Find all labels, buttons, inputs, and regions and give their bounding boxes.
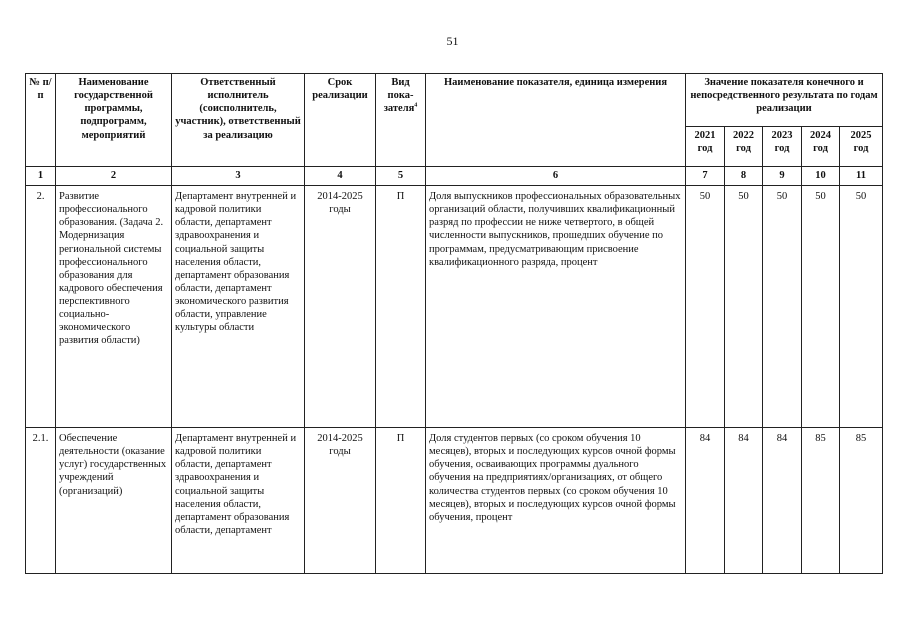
row-num: 2.1. — [26, 428, 56, 574]
indicator-table — [25, 73, 883, 574]
header-term: Срок реализации — [305, 74, 376, 167]
header-type-label: Вид пока-зателя — [383, 77, 415, 115]
header-program: Наименование государственной программы, подпрограмм, мероприятий — [56, 74, 172, 167]
header-year-2024: 2024 год — [802, 127, 840, 167]
header-type — [376, 74, 426, 167]
header-num: № п/п — [26, 74, 56, 167]
row-indicator: Доля выпускников профессиональных образовательных организаций области, получивших квалификационный разряд по профессии не ниже четвертого, в общей численности выпускников, прошедших обучение по программам, предусматривающим присвоение квалификационного разряда, процент — [426, 186, 686, 428]
row-num: 2. — [26, 186, 56, 428]
column-number: 11 — [840, 167, 883, 186]
row-term: 2014-2025 годы — [305, 186, 376, 428]
header-type-footnote: 4 — [414, 102, 418, 109]
table-row — [26, 428, 883, 574]
row-value-2025: 85 — [840, 428, 883, 574]
table-row — [26, 186, 883, 428]
column-number: 9 — [763, 167, 802, 186]
row-type: П — [376, 186, 426, 428]
row-executor: Департамент внутренней и кадровой политики области, департамент здравоохранения и социальной защиты населения области, департамент образования области, департамент экономического развития области, управление культуры области — [172, 186, 305, 428]
column-number: 10 — [802, 167, 840, 186]
header-executor: Ответственный исполнитель (соисполнитель, участник), ответственный за реализацию — [172, 74, 305, 167]
row-value-2022: 50 — [725, 186, 763, 428]
row-type: П — [376, 428, 426, 574]
column-number: 3 — [172, 167, 305, 186]
column-number: 7 — [686, 167, 725, 186]
row-value-2021: 50 — [686, 186, 725, 428]
row-value-2023: 50 — [763, 186, 802, 428]
row-executor: Департамент внутренней и кадровой политики области, департамент здравоохранения и социальной защиты населения области, департамент образования области, департамент — [172, 428, 305, 574]
row-term: 2014-2025 годы — [305, 428, 376, 574]
row-value-2024: 85 — [802, 428, 840, 574]
row-indicator: Доля студентов первых (со сроком обучения 10 месяцев), вторых и последующих курсов очной формы обучения, осваивающих программы дуального обучения на предприятиях/организациях, от общего количества студентов первых (со сроком обучения 10 месяцев), вторых и последующих курсов очной формы обучения, процент — [426, 428, 686, 574]
header-year-2022: 2022 год — [725, 127, 763, 167]
header-year-2021: 2021 год — [686, 127, 725, 167]
header-year-2025: 2025 год — [840, 127, 883, 167]
header-indicator: Наименование показателя, единица измерения — [426, 74, 686, 167]
page-number: 51 — [446, 34, 459, 48]
column-number: 2 — [56, 167, 172, 186]
row-value-2024: 50 — [802, 186, 840, 428]
column-number: 6 — [426, 167, 686, 186]
row-value-2021: 84 — [686, 428, 725, 574]
row-program: Развитие профессионального образования. (Задача 2. Модернизация региональной системы профессионального образования для кадрового обеспечения перспективного социально-экономического развития области) — [56, 186, 172, 428]
row-value-2023: 84 — [763, 428, 802, 574]
header-year-2023: 2023 год — [763, 127, 802, 167]
header-values-group: Значение показателя конечного и непосредственного результата по годам реализации — [686, 74, 883, 127]
row-value-2025: 50 — [840, 186, 883, 428]
column-number: 4 — [305, 167, 376, 186]
row-value-2022: 84 — [725, 428, 763, 574]
column-number: 8 — [725, 167, 763, 186]
row-program: Обеспечение деятельности (оказание услуг) государственных учреждений (организаций) — [56, 428, 172, 574]
column-number: 5 — [376, 167, 426, 186]
column-number: 1 — [26, 167, 56, 186]
column-number-row — [26, 167, 883, 186]
